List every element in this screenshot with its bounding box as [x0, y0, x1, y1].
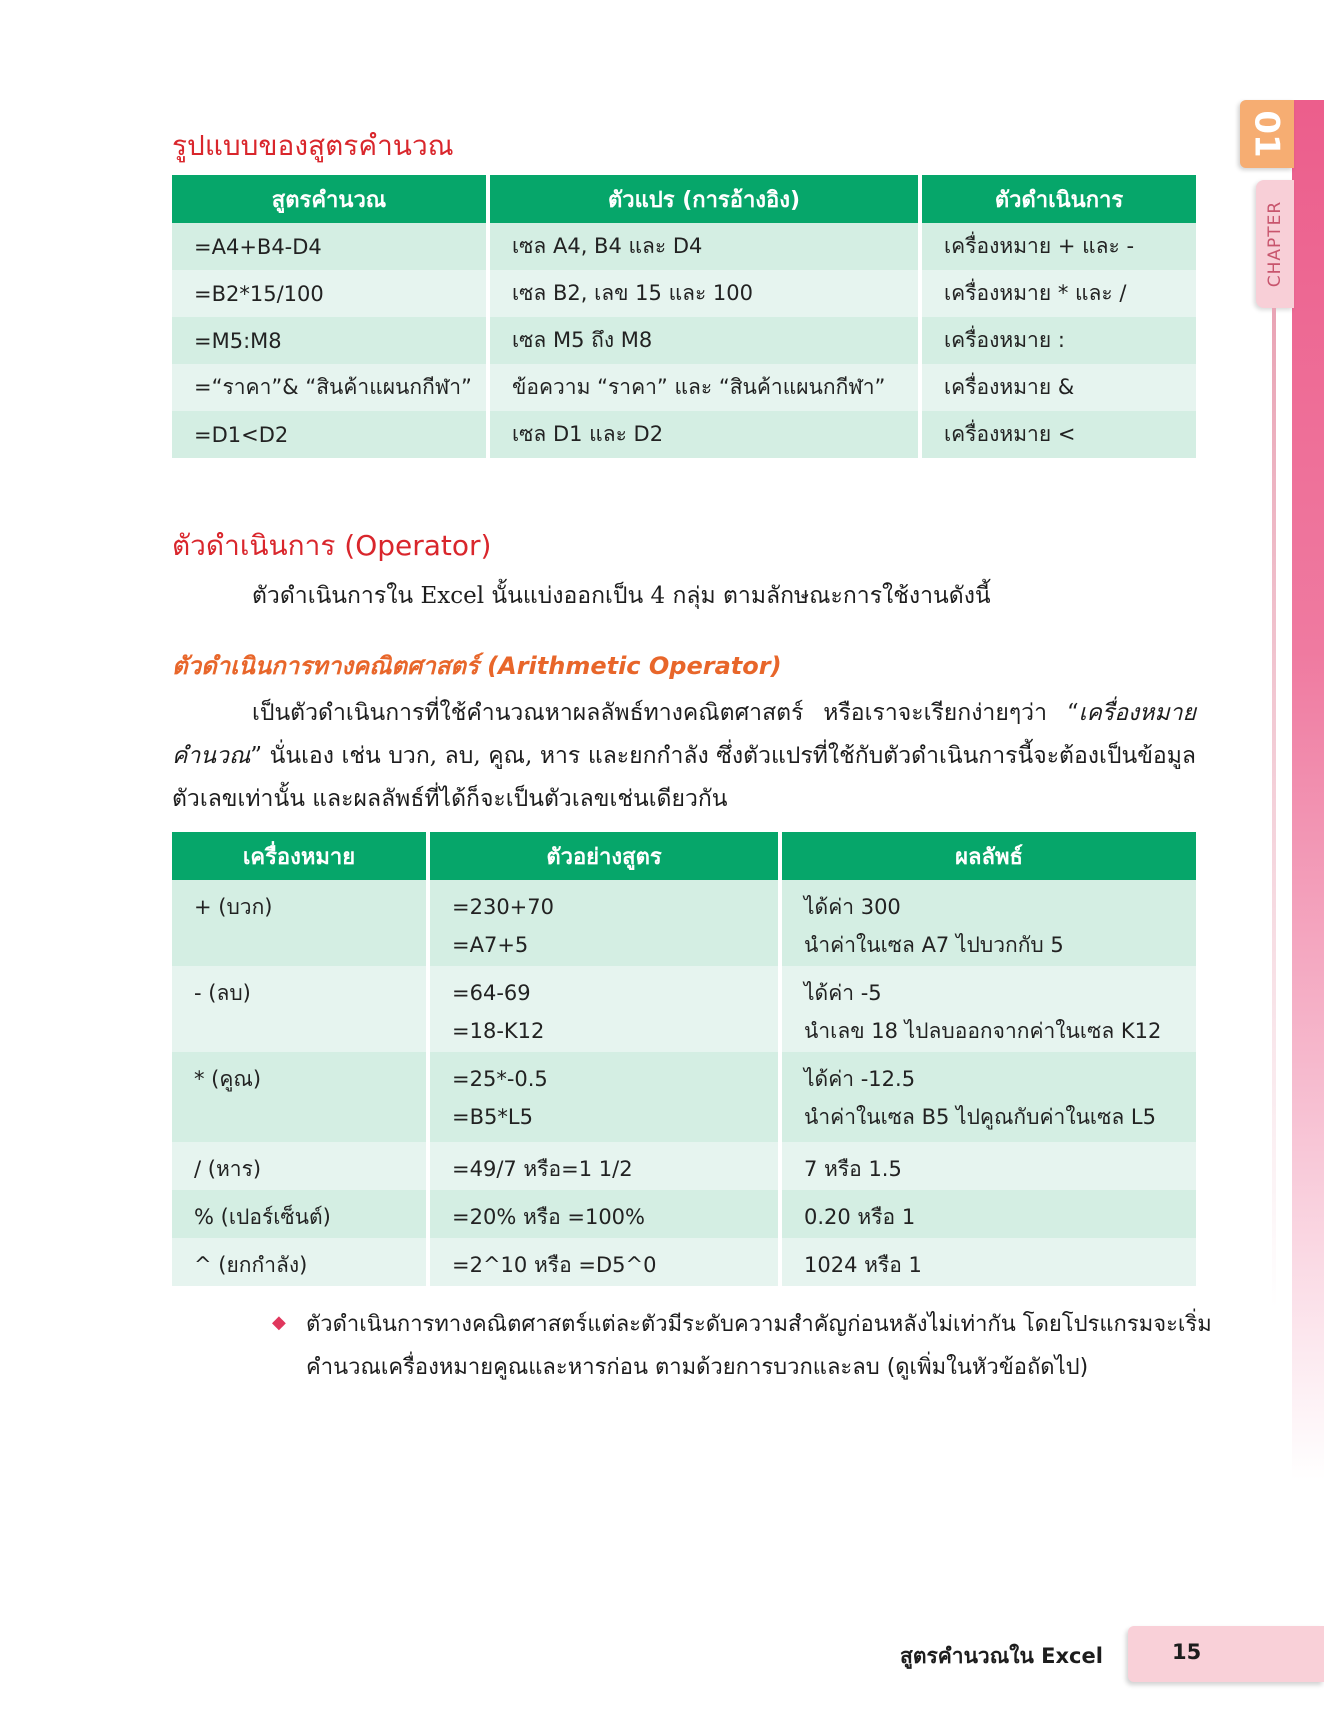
table-cell: [780, 880, 1196, 966]
table-cell: =D1<D2: [172, 411, 488, 458]
table-cell: =B2*15/100: [172, 270, 488, 317]
chapter-line: [1272, 308, 1276, 1308]
column-header: สูตรคำนวณ: [172, 175, 488, 223]
table-cell: เครื่องหมาย :: [920, 317, 1196, 364]
table-cell: =A4+B4-D4: [172, 223, 488, 270]
table-cell: เซล B2, เลข 15 และ 100: [488, 270, 920, 317]
chapter-number: 01: [1246, 110, 1287, 158]
table-cell: % (เปอร์เซ็นต์): [172, 1190, 428, 1238]
table-cell: [428, 1142, 780, 1190]
description-part: เป็นตัวดำเนินการที่ใช้คำนวณหาผลลัพธ์ทางคณิตศาสตร์ หรือเราจะเรียกง่ายๆว่า “: [252, 700, 1079, 726]
table-row: [172, 270, 1196, 317]
column-header: ตัวอย่างสูตร: [428, 832, 780, 880]
table-row: [172, 1238, 1196, 1286]
column-header: ผลลัพธ์: [780, 832, 1196, 880]
table-cell: =M5:M8: [172, 317, 488, 364]
table-cell: [780, 966, 1196, 1052]
result-line: ได้ค่า -12.5: [804, 1067, 916, 1091]
table-row: [172, 880, 1196, 966]
example-line: =64-69: [452, 981, 531, 1005]
table-cell: ^ (ยกกำลัง): [172, 1238, 428, 1286]
table-cell: เซล D1 และ D2: [488, 411, 920, 458]
table-row: [172, 364, 1196, 411]
chapter-label-tab: [1256, 180, 1294, 308]
example-line: =25*-0.5: [452, 1067, 548, 1091]
table-cell: [428, 880, 780, 966]
diamond-bullet-icon: ◆: [272, 1312, 286, 1333]
chapter-label: CHAPTER: [1265, 200, 1285, 288]
section-title-formula-format: รูปแบบของสูตรคำนวณ: [172, 129, 454, 162]
result-line: นำค่าในเซล A7 ไปบวกกับ 5: [804, 933, 1064, 957]
example-line: =B5*L5: [452, 1105, 533, 1129]
table-cell: เครื่องหมาย <: [920, 411, 1196, 458]
result-line: 7 หรือ 1.5: [804, 1157, 902, 1181]
result-line: ได้ค่า -5: [804, 981, 882, 1005]
table-cell: + (บวก): [172, 880, 428, 966]
table-cell: เครื่องหมาย + และ -: [920, 223, 1196, 270]
page-number: 15: [1172, 1640, 1202, 1664]
example-line: =49/7 หรือ=1 1/2: [452, 1157, 633, 1181]
table-cell: เครื่องหมาย * และ /: [920, 270, 1196, 317]
result-line: นำเลข 18 ไปลบออกจากค่าในเซล K12: [804, 1019, 1162, 1043]
column-header: ตัวแปร (การอ้างอิง): [488, 175, 920, 223]
table-row: [172, 317, 1196, 364]
table-header-row: [172, 832, 1196, 880]
table-row: [172, 1190, 1196, 1238]
arithmetic-note: ตัวดำเนินการทางคณิตศาสตร์แต่ละตัวมีระดับความสำคัญก่อนหลังไม่เท่ากัน โดยโปรแกรมจะเริ่มคำนวณเครื่องหมายคูณและหารก่อน ตามด้วยการบวกและลบ (ดูเพิ่มในหัวข้อถัดไป): [306, 1312, 1212, 1380]
table-cell: [428, 966, 780, 1052]
example-line: =20% หรือ =100%: [452, 1205, 645, 1229]
column-header: ตัวดำเนินการ: [920, 175, 1196, 223]
formula-format-table: [172, 175, 1196, 458]
result-line: นำค่าในเซล B5 ไปคูณกับค่าในเซล L5: [804, 1105, 1156, 1129]
table-cell: เซล A4, B4 และ D4: [488, 223, 920, 270]
table-row: [172, 223, 1196, 270]
page-number-tab: [1128, 1626, 1324, 1682]
example-line: =A7+5: [452, 933, 529, 957]
column-header: เครื่องหมาย: [172, 832, 428, 880]
table-cell: ข้อความ “ราคา” และ “สินค้าแผนกกีฬา”: [488, 364, 920, 411]
table-cell: [428, 1190, 780, 1238]
table-row: [172, 411, 1196, 458]
result-line: ได้ค่า 300: [804, 895, 901, 919]
table-cell: / (หาร): [172, 1142, 428, 1190]
operator-intro: ตัวดำเนินการใน Excel นั้นแบ่งออกเป็น 4 กลุ่ม ตามลักษณะการใช้งานดังนี้: [252, 583, 991, 609]
description-emphasis: เครื่องหมายคำนวณ: [172, 700, 1196, 769]
table-cell: เซล M5 ถึง M8: [488, 317, 920, 364]
table-cell: [780, 1052, 1196, 1142]
table-header-row: [172, 175, 1196, 223]
result-line: 0.20 หรือ 1: [804, 1205, 916, 1229]
table-row: [172, 966, 1196, 1052]
table-row: [172, 1052, 1196, 1142]
example-line: =18-K12: [452, 1019, 545, 1043]
table-cell: - (ลบ): [172, 966, 428, 1052]
chapter-number-tab: [1240, 100, 1294, 168]
arithmetic-operator-table: [172, 832, 1196, 1286]
section-title-arithmetic: ตัวดำเนินการทางคณิตศาสตร์ (Arithmetic Operator): [172, 652, 782, 680]
section-title-operator: ตัวดำเนินการ (Operator): [172, 529, 492, 562]
table-cell: =“ราคา”& “สินค้าแผนกกีฬา”: [172, 364, 488, 411]
table-cell: [780, 1238, 1196, 1286]
table-cell: เครื่องหมาย &: [920, 364, 1196, 411]
footer-book-title: สูตรคำนวณใน Excel: [900, 1644, 1103, 1668]
result-line: 1024 หรือ 1: [804, 1253, 922, 1277]
table-cell: [428, 1052, 780, 1142]
table-cell: [780, 1190, 1196, 1238]
example-line: =2^10 หรือ =D5^0: [452, 1253, 657, 1277]
table-row: [172, 1142, 1196, 1190]
table-cell: [780, 1142, 1196, 1190]
chapter-side-bar: [1292, 100, 1324, 1480]
table-cell: [428, 1238, 780, 1286]
description-part: ” นั่นเอง เช่น บวก, ลบ, คูณ, หาร และยกกำลัง ซึ่งตัวแปรที่ใช้กับตัวดำเนินการนี้จะต้องเป็นข้อมูลตัวเลขเท่านั้น และผลลัพธ์ที่ได้ก็จะเป็นตัวเลขเช่นเดียวกัน: [172, 743, 1196, 812]
table-cell: * (คูณ): [172, 1052, 428, 1142]
example-line: =230+70: [452, 895, 554, 919]
arithmetic-description: [172, 692, 1196, 821]
